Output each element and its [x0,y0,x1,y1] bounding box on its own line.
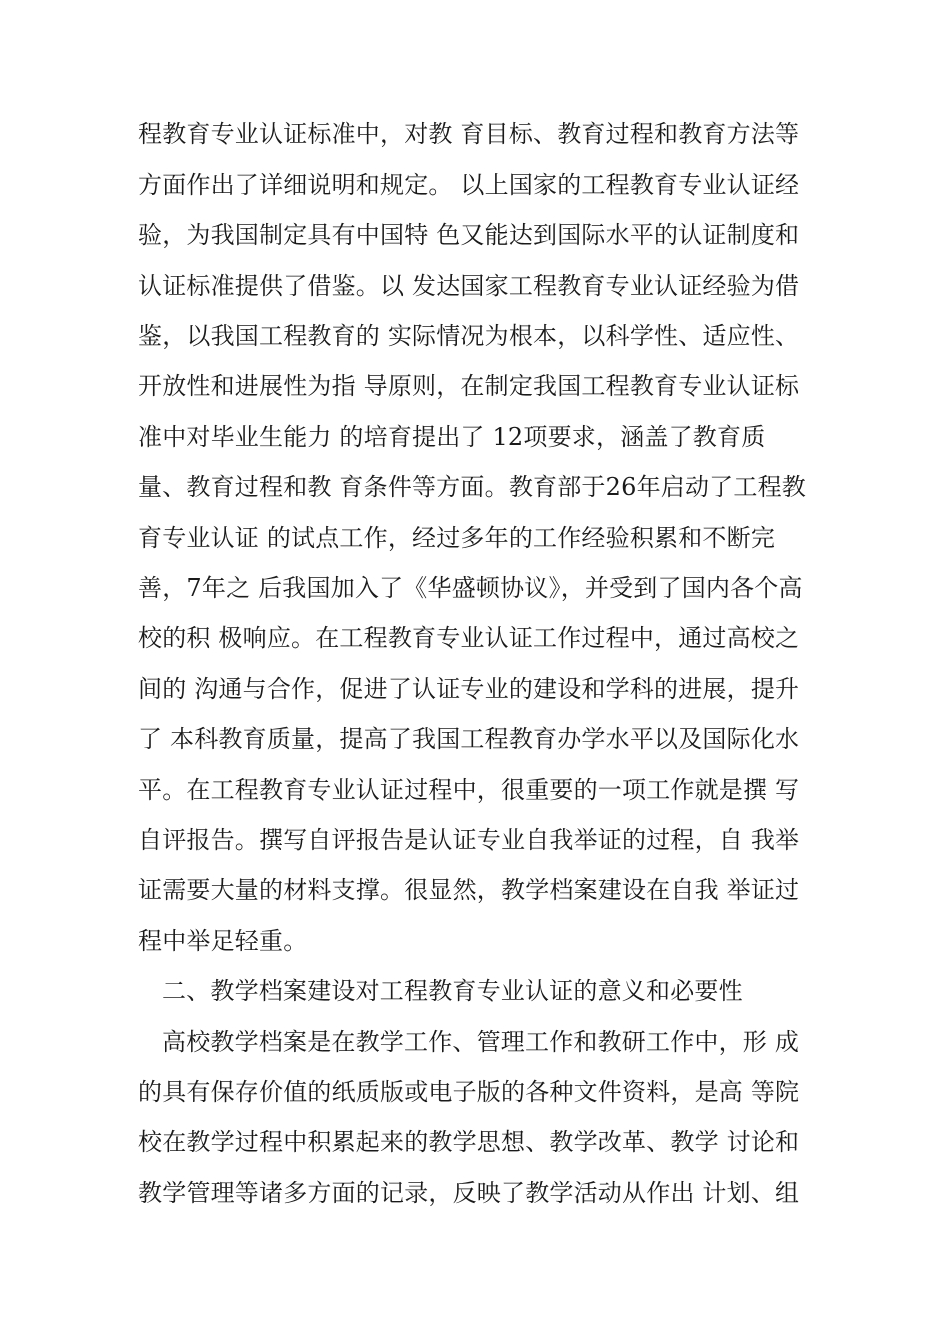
text-line: 教学管理等诸多方面的记录，反映了教学活动从作出 计划、组 [138,1179,800,1207]
text-line: 认证标准提供了借鉴。以 发达国家工程教育专业认证经验为借 [138,272,800,300]
text-line: 高校教学档案是在教学工作、管理工作和教研工作中，形 成 [162,1028,800,1056]
text-line: 程教育专业认证标准中，对教 育目标、教育过程和教育方法等 [138,120,800,148]
text-line: 了 本科教育质量，提高了我国工程教育办学水平以及国际化水 [138,725,800,753]
text-line: 的具有保存价值的纸质版或电子版的各种文件资料，是高 等院 [138,1078,800,1106]
text-line: 自评报告。撰写自评报告是认证专业自我举证的过程，自 我举 [138,826,800,854]
text-line: 方面作出了详细说明和规定。 以上国家的工程教育专业认证经 [138,171,800,199]
text-line: 证需要大量的材料支撑。很显然，教学档案建设在自我 举证过 [138,876,800,904]
text-line: 准中对毕业生能力 的培育提出了 12项要求，涵盖了教育质 [138,423,766,451]
text-line: 开放性和进展性为指 导原则，在制定我国工程教育专业认证标 [138,372,800,400]
text-line: 平。在工程教育专业认证过程中，很重要的一项工作就是撰 写 [138,776,800,804]
text-line: 验，为我国制定具有中国特 色又能达到国际水平的认证制度和 [138,221,800,249]
text-line: 校在教学过程中积累起来的教学思想、教学改革、教学 讨论和 [138,1128,800,1156]
text-line: 间的 沟通与合作，促进了认证专业的建设和学科的进展，提升 [138,675,800,703]
text-line: 善，7年之 后我国加入了《华盛顿协议》，并受到了国内各个高 [138,574,803,602]
section-heading: 二、教学档案建设对工程教育专业认证的意义和必要性 [162,977,743,1005]
text-line: 程中举足轻重。 [138,927,308,955]
text-line: 育专业认证 的试点工作，经过多年的工作经验积累和不断完 [138,524,776,552]
text-line: 鉴，以我国工程教育的 实际情况为根本，以科学性、适应性、 [138,322,800,350]
text-line: 量、教育过程和教 育条件等方面。教育部于26年启动了工程教 [138,473,806,501]
text-line: 校的积 极响应。在工程教育专业认证工作过程中，通过高校之 [138,624,800,652]
